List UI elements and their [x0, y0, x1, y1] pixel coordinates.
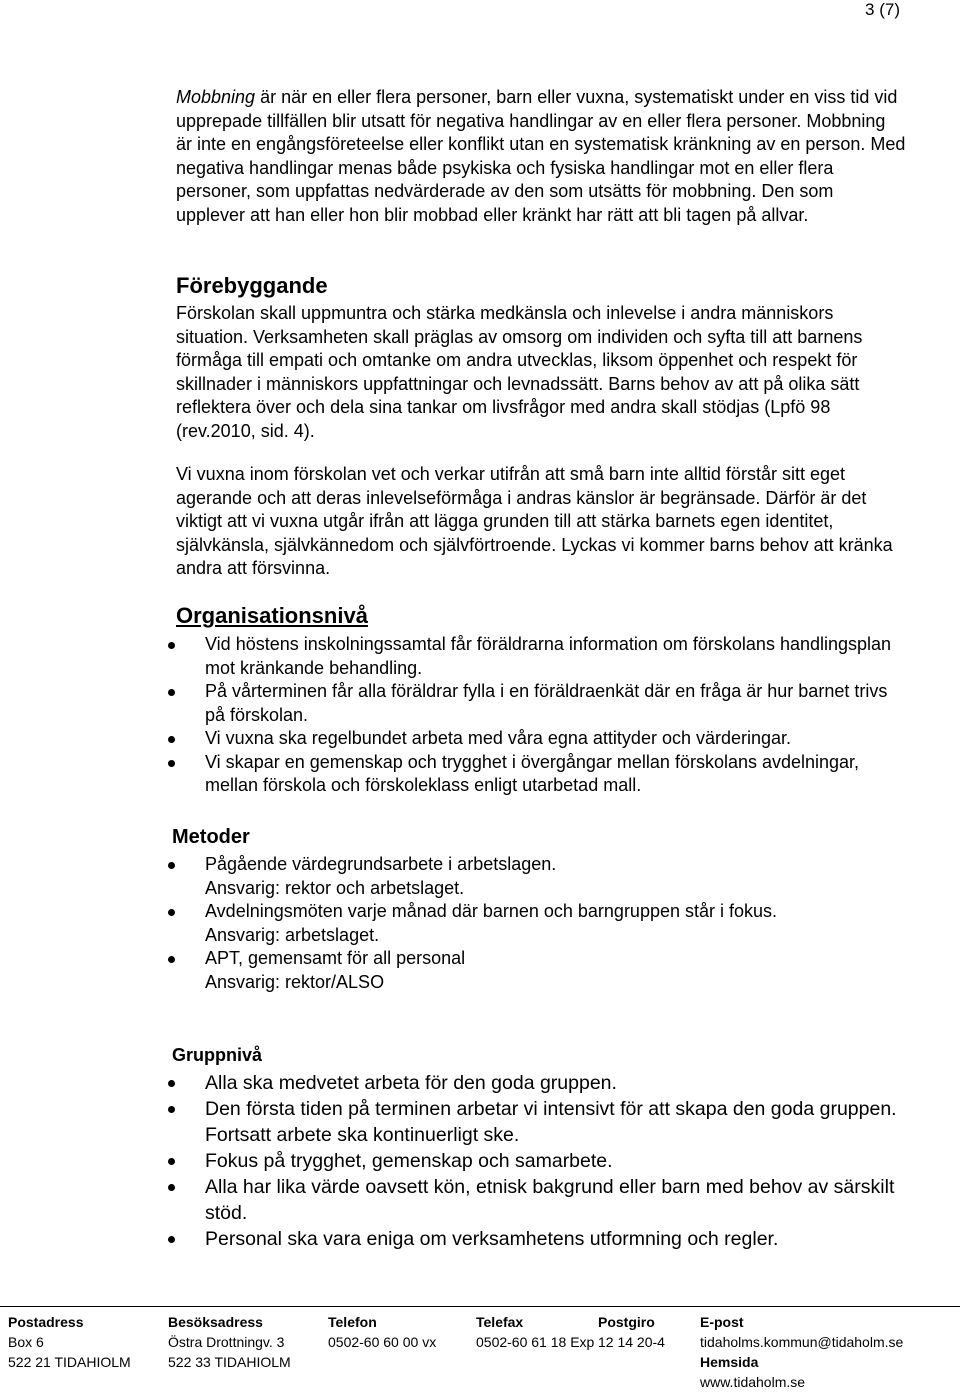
gruppniva-list: [168, 1070, 908, 1252]
bullet-icon: [168, 956, 175, 963]
bullet-icon: [168, 689, 175, 696]
bullet-icon: [168, 642, 175, 649]
intro-term: Mobbning: [176, 87, 256, 107]
metoder-list: [168, 853, 908, 994]
organisationsniva-list: [168, 633, 908, 798]
heading-gruppniva: Gruppnivå: [172, 1045, 263, 1065]
page-number: 3 (7): [865, 0, 900, 19]
footer-besoksadress: Besöksadress Östra Drottningv. 3 522 33 TIDAHIOLM: [168, 1314, 291, 1370]
list-item: På vårterminen får alla föräldrar fylla i en föräldraenkät där en fråga är hur barnet trivs på förskolan.: [168, 680, 908, 727]
list-item: APT, gemensamt för all personal Ansvarig: rektor/ALSO: [168, 947, 908, 994]
footer-divider: [0, 1306, 960, 1307]
list-item: Vi vuxna ska regelbundet arbeta med våra egna attityder och värderingar.: [168, 727, 908, 751]
list-item: Pågående värdegrundsarbete i arbetslagen. Ansvarig: rektor och arbetslaget.: [168, 853, 908, 900]
footer-epost: E-post tidaholms.kommun@tidaholm.se Hemsida www.tidaholm.se: [700, 1314, 904, 1390]
list-item: Vi skapar en gemenskap och trygghet i övergångar mellan förskolans avdelningar, mellan förskola och förskoleklass enligt utarbetad mall.: [168, 751, 908, 798]
bullet-icon: [168, 1158, 175, 1165]
bullet-icon: [168, 760, 175, 767]
bullet-icon: [168, 909, 175, 916]
bullet-icon: [168, 1106, 175, 1113]
heading-organisationsniva: Organisationsnivå: [176, 603, 368, 628]
list-item: Fokus på trygghet, gemenskap och samarbete.: [168, 1148, 908, 1174]
footer-website-link[interactable]: www.tidaholm.se: [700, 1374, 806, 1390]
footer-telefax: Telefax 0502-60 61 18 Exp: [476, 1314, 595, 1350]
footer-email-link[interactable]: tidaholms.kommun@tidaholm.se: [700, 1334, 904, 1350]
list-item: Alla har lika värde oavsett kön, etnisk bakgrund eller barn med behov av särskilt stöd.: [168, 1174, 908, 1226]
heading-metoder: Metoder: [172, 826, 250, 848]
list-item: Personal ska vara eniga om verksamhetens utformning och regler.: [168, 1226, 908, 1252]
heading-forebyggande: Förebyggande: [176, 273, 328, 298]
bullet-icon: [168, 862, 175, 869]
footer-postgiro: Postgiro 12 14 20-4: [598, 1314, 665, 1350]
footer-telefon: Telefon 0502-60 60 00 vx: [328, 1314, 437, 1350]
forebyggande-paragraph-2: Vi vuxna inom förskolan vet och verkar utifrån att små barn inte alltid förstår sitt eget agerande och att deras inlevelseförmåga i andras känslor är begränsade. Därför är det viktigt att vi vuxna utgår ifrån att lägga grunden till att stärka barnets egen identitet, självkänsla, självkännedom och självförtroende. Lyckas vi kommer barns behov att kränka andra att försvinna.: [176, 464, 893, 578]
bullet-icon: [168, 736, 175, 743]
list-item: Den första tiden på terminen arbetar vi intensivt för att skapa den goda gruppen. Fortsatt arbete ska kontinuerligt ske.: [168, 1096, 908, 1148]
bullet-icon: [168, 1080, 175, 1087]
list-item: Alla ska medvetet arbeta för den goda gruppen.: [168, 1070, 908, 1096]
footer-postadress: Postadress Box 6 522 21 TIDAHIOLM: [8, 1314, 131, 1370]
list-item: Avdelningsmöten varje månad där barnen och barngruppen står i fokus. Ansvarig: arbetslaget.: [168, 900, 908, 947]
forebyggande-paragraph-1: Förskolan skall uppmuntra och stärka medkänsla och inlevelse i andra människors situation. Verksamheten skall präglas av omsorg om individen och syfta till att barnens förmåga till empati och omtanke om andra utvecklas, liksom öppenhet och respekt för skillnader i människors uppfattningar och levnadssätt. Barns behov av att på olika sätt reflektera över och dela sina tankar om livsfrågor med andra skall stödjas (Lpfö 98 (rev.2010, sid. 4).: [176, 303, 863, 441]
bullet-icon: [168, 1236, 175, 1243]
bullet-icon: [168, 1184, 175, 1191]
list-item: Vid höstens inskolningssamtal får föräldrarna information om förskolans handlingsplan mot kränkande behandling.: [168, 633, 908, 680]
intro-paragraph: [176, 86, 906, 227]
intro-text: är när en eller flera personer, barn eller vuxna, systematiskt under en viss tid vid upprepade tillfällen blir utsatt för negativa handlingar av en eller flera personer. Mobbning är inte en engångsföreteelse eller konflikt utan en systematisk kränkning av en person. Med negativa handlingar menas både psykiska och fysiska handlingar mot en eller flera personer, som uppfattas nedvärderade av den som utsätts för mobbning. Den som upplever att han eller hon blir mobbad eller kränkt har rätt att bli tagen på allvar.: [176, 87, 906, 225]
